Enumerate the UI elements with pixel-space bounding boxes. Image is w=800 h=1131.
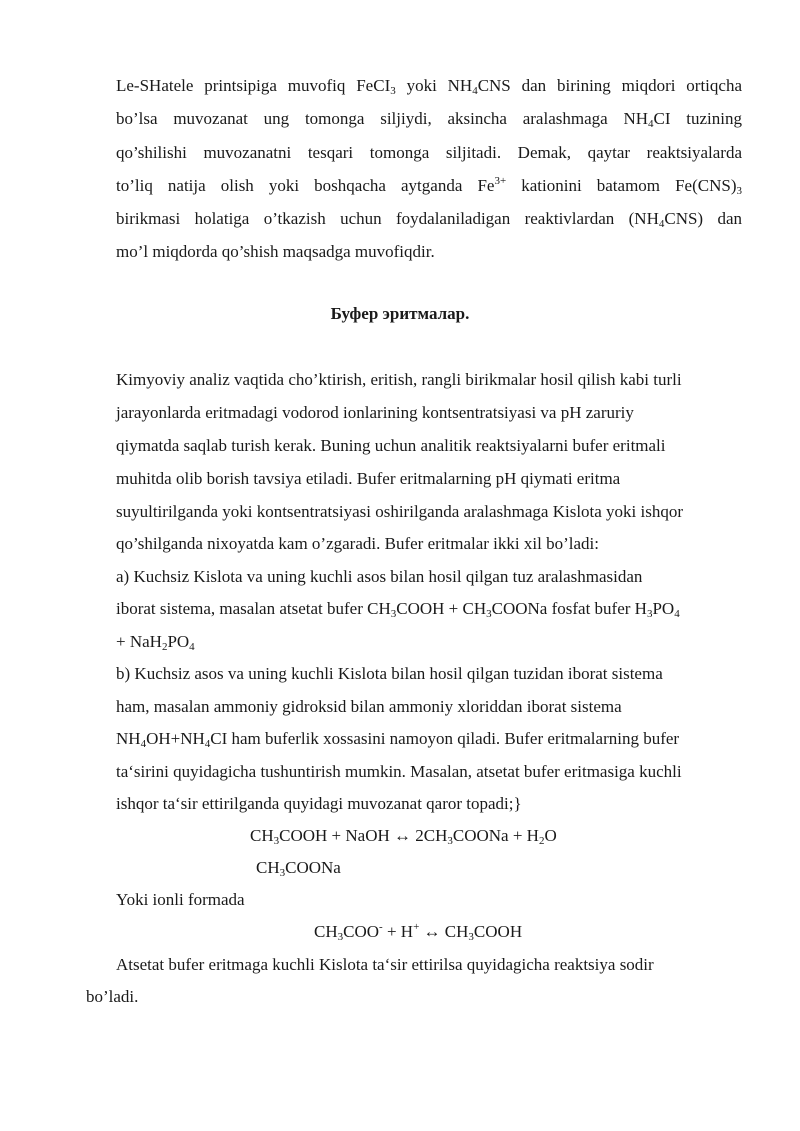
p2-line-7: a) Kuchsiz Kislota va uning kuchli asos bilan hosil qilgan tuz aralashmasidan — [116, 567, 643, 586]
p3-line-2: ham, masalan ammoniy gidroksid bilan ammoniy xloriddan iborat sistema — [116, 697, 622, 716]
p1-line-6: mo’l miqdorda qo’shish maqsadga muvofiqdir. — [116, 242, 435, 261]
p2-line-3: qiymatda saqlab turish kerak. Buning uchun analitik reaktsiyalarni bufer eritmali — [116, 436, 666, 455]
p1-line-3: qo’shilishi muvozanatni tesqari tomonga siljitadi. Demak, qaytar reaktsiyalarda — [116, 143, 742, 162]
equation-1: $CH_3COOH$ + NaOH ↔ $2CH_3COONa + H_2O$ — [250, 826, 557, 847]
p2-formula-line: iborat sistema, masalan atsetat bufer $CH_3COOH$ + $CH_3COONa$ fosfat bufer $H_3PO_4$ — [116, 599, 680, 620]
p1-line-2: bo’lsa muvozanat ung tomonga siljiydi, aksincha aralashmaga $NH_4CI$ tuzining — [116, 109, 742, 130]
p2-line-5: suyultirilganda yoki kontsentratsiyasi oshirilganda aralashmaga Kislota yoki ishqor — [116, 502, 684, 521]
p2-line-1: Kimyoviy analiz vaqtida cho’ktirish, eritish, rangli birikmalar hosil qilish kabi turli — [116, 370, 682, 389]
p2-line-6: qo’shilganda nixoyatda kam o’zgaradi. Bufer eritmalar ikki xil bo’ladi: — [116, 534, 599, 553]
p3-line-1: b) Kuchsiz asos va uning kuchli Kislota bilan hosil qilgan tuzidan iborat sistema — [116, 664, 663, 683]
equation-1-second-line: $CH_3COONa$ — [256, 858, 341, 879]
p3-line-4: ta‘sirini quyidagicha tushuntirish mumkin. Masalan, atsetat bufer eritmasiga kuchli — [116, 762, 682, 781]
p2-formula-line-2: + $NaH_2PO_4$ — [116, 632, 195, 653]
closing-line-1: Atsetat bufer eritmaga kuchli Kislota ta‘sir ettirilsa quyidagicha reaktsiya sodir — [116, 955, 654, 974]
p1-line-4: to’liq natija olish yoki boshqacha aytganda $Fe^{3+}$ kationini batamom $Fe(CNS)_3$ — [116, 175, 742, 197]
p3-formula-line: $NH_4OH+NH_4CI$ ham buferlik xossasini namoyon qiladi. Bufer eritmalarning bufer — [116, 729, 680, 750]
p2-line-2: jarayonlarda eritmadagi vodorod ionlarining kontsentratsiyasi va pH zaruriy — [116, 403, 634, 422]
closing-line-2: bo’ladi. — [86, 987, 139, 1006]
section-title: Буфер эритмалар. — [330, 304, 470, 323]
p1-line-1: Le-SHatele printsipiga muvofiq FeCI$_3$ yoki $NH_4CNS$ dan birining miqdori ortiqcha — [116, 76, 742, 97]
p1-line-5: birikmasi holatiga o’tkazish uchun foydalaniladigan reaktivlardan $(NH_4CNS)$ dan — [116, 209, 743, 230]
ionic-form-label: Yoki ionli formada — [116, 890, 245, 909]
equation-2: $CH_3COO^- + H^+$ ↔ $CH_3COOH$ — [314, 921, 523, 943]
p3-line-5: ishqor ta‘sir ettirilganda quyidagi muvozanat qaror topadi;} — [116, 794, 522, 813]
p2-line-4: muhitda olib borish tavsiya etiladi. Bufer eritmalarning pH qiymati eritma — [116, 469, 621, 488]
